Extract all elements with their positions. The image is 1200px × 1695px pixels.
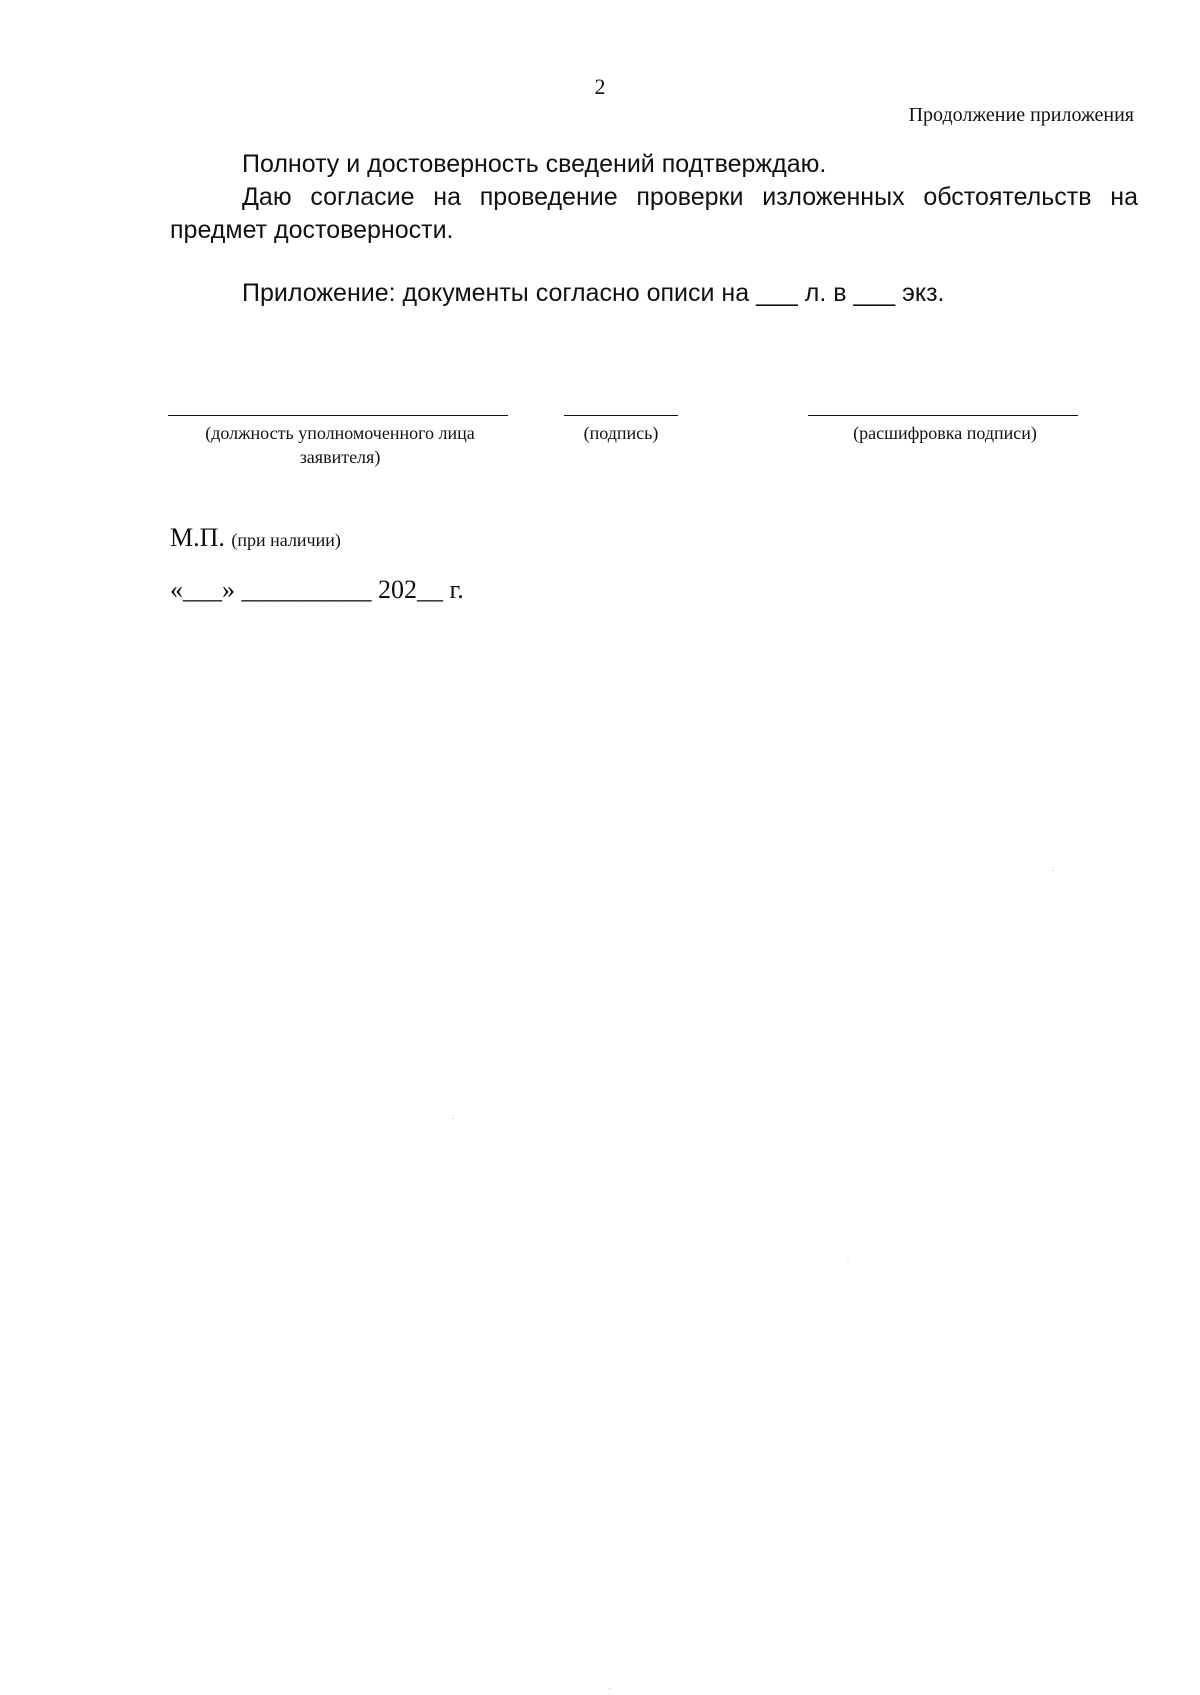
page-number: 2 xyxy=(594,74,606,99)
scan-speck xyxy=(1052,870,1054,871)
date-line: «___» __________ 202__ г. xyxy=(170,575,464,604)
position-signature-line xyxy=(168,415,508,416)
signature-line xyxy=(564,415,678,416)
consent-paragraph: Даю согласие на проведение проверки изложенных обстоятельств на предмет достоверности. xyxy=(170,183,1138,244)
signature-caption: (подпись) xyxy=(583,423,659,443)
scan-speck xyxy=(847,1258,849,1259)
scan-speck xyxy=(452,1118,454,1119)
continuation-label: Продолжение приложения xyxy=(908,104,1134,126)
body-text xyxy=(170,148,1138,310)
stamp-note: (при наличии) xyxy=(231,530,341,550)
stamp-block xyxy=(170,523,341,555)
stamp-label: М.П. xyxy=(170,523,225,552)
decryption-caption: (расшифровка подписи) xyxy=(853,423,1037,443)
confirmation-paragraph: Полноту и достоверность сведений подтверждаю. xyxy=(242,150,827,178)
appendix-paragraph: Приложение: документы согласно описи на ___ л. в ___ экз. xyxy=(242,279,945,307)
scan-speck xyxy=(609,1688,611,1689)
decryption-signature-line xyxy=(808,415,1078,416)
position-caption: (должность уполномоченного лица заявителя) xyxy=(205,423,475,467)
